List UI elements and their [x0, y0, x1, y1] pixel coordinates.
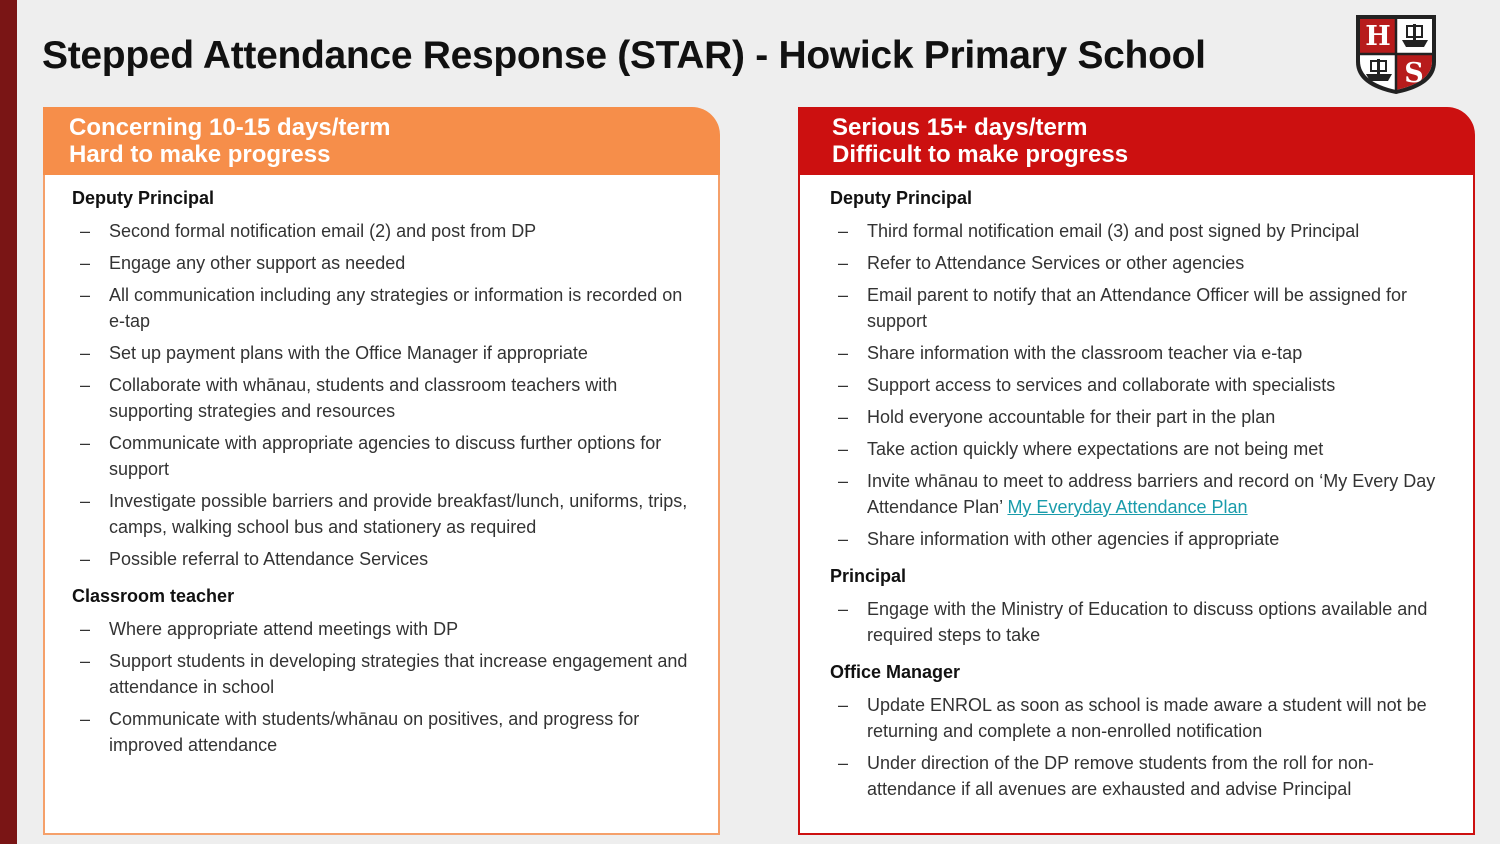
dash-bullet: – — [838, 471, 849, 491]
section-title-classroom-teacher: Classroom teacher — [72, 586, 235, 606]
dash-bullet: – — [80, 549, 91, 569]
concerning-panel-header — [43, 107, 720, 175]
list-item: – Where appropriate attend meetings with DP — [72, 616, 718, 642]
list-item: – Take action quickly where expectations are not being met — [830, 436, 1473, 462]
concerning-panel-body — [43, 175, 720, 835]
list-item: – Support access to services and collaborate with specialists — [830, 372, 1473, 398]
header-line-2: Difficult to make progress — [832, 141, 1129, 168]
dash-bullet: – — [80, 253, 91, 273]
dash-bullet: – — [838, 753, 849, 773]
page-title: Stepped Attendance Response (STAR) - Howick Primary School — [42, 34, 1206, 77]
dash-bullet: – — [838, 695, 849, 715]
list-item: – Engage with the Ministry of Education to discuss options available and required steps to take — [830, 596, 1473, 648]
dash-bullet: – — [838, 285, 849, 305]
list-item: – Update ENROL as soon as school is made aware a student will not be returning and complete a non-enrolled notification — [830, 692, 1473, 744]
concerning-panel — [43, 107, 720, 835]
section-title-principal: Principal — [830, 566, 907, 586]
dash-bullet: – — [838, 529, 849, 549]
list-item: – Engage any other support as needed — [72, 250, 718, 276]
list-item: – Collaborate with whānau, students and classroom teachers with supporting strategies and resources — [72, 372, 718, 424]
serious-panel-body — [798, 175, 1475, 835]
header-line-2: Hard to make progress — [69, 141, 331, 168]
school-crest-logo — [1352, 12, 1440, 96]
dash-bullet: – — [838, 253, 849, 273]
list-item: – Possible referral to Attendance Services — [72, 546, 718, 572]
logo-letter-s: S — [1404, 58, 1424, 89]
list-item: – Set up payment plans with the Office Manager if appropriate — [72, 340, 718, 366]
serious-panel — [798, 107, 1475, 835]
logo-letter-h: H — [1365, 21, 1391, 52]
header-line-1: Serious 15+ days/term — [832, 114, 1088, 141]
dash-bullet: – — [838, 599, 849, 619]
serious-panel-header — [798, 107, 1475, 175]
section-title-deputy-principal: Deputy Principal — [72, 188, 215, 208]
list-item: – Under direction of the DP remove students from the roll for non-attendance if all avenues are exhausted and advise Principal — [830, 750, 1473, 802]
header-line-1: Concerning 10-15 days/term — [69, 114, 391, 141]
list-item: – Refer to Attendance Services or other agencies — [830, 250, 1473, 276]
list-item: – Second formal notification email (2) and post from DP — [72, 218, 718, 244]
dash-bullet: – — [80, 433, 91, 453]
dash-bullet: – — [80, 619, 91, 639]
deputy-principal-list — [830, 218, 1473, 552]
classroom-teacher-list — [72, 616, 718, 758]
list-item: – Support students in developing strategies that increase engagement and attendance in school — [72, 648, 718, 700]
dash-bullet: – — [838, 407, 849, 427]
dash-bullet: – — [838, 343, 849, 363]
dash-bullet: – — [838, 375, 849, 395]
dash-bullet: – — [80, 491, 91, 511]
list-item: – Third formal notification email (3) and post signed by Principal — [830, 218, 1473, 244]
list-item: – Share information with other agencies if appropriate — [830, 526, 1473, 552]
left-accent-bar — [0, 0, 17, 844]
principal-list — [830, 596, 1473, 648]
dash-bullet: – — [80, 221, 91, 241]
dash-bullet: – — [80, 285, 91, 305]
list-item: – Email parent to notify that an Attendance Officer will be assigned for support — [830, 282, 1473, 334]
list-item: – Invite whānau to meet to address barriers and record on ‘My Every Day Attendance Plan’ My Everyday Attendance Plan — [830, 468, 1473, 520]
attendance-plan-link[interactable]: My Everyday Attendance Plan — [1007, 497, 1248, 517]
list-item: – Communicate with appropriate agencies to discuss further options for support — [72, 430, 718, 482]
list-item: – Communicate with students/whānau on positives, and progress for improved attendance — [72, 706, 718, 758]
section-title-office-manager: Office Manager — [830, 662, 961, 682]
dash-bullet: – — [838, 439, 849, 459]
dash-bullet: – — [80, 375, 91, 395]
office-manager-list — [830, 692, 1473, 802]
list-item: – Share information with the classroom teacher via e-tap — [830, 340, 1473, 366]
list-item: – Hold everyone accountable for their part in the plan — [830, 404, 1473, 430]
deputy-principal-list — [72, 218, 718, 572]
dash-bullet: – — [80, 709, 91, 729]
dash-bullet: – — [838, 221, 849, 241]
list-item: – All communication including any strategies or information is recorded on e-tap — [72, 282, 718, 334]
list-item: – Investigate possible barriers and provide breakfast/lunch, uniforms, trips, camps, walking school bus and stationery as required — [72, 488, 718, 540]
section-title-deputy-principal: Deputy Principal — [830, 188, 973, 208]
dash-bullet: – — [80, 651, 91, 671]
dash-bullet: – — [80, 343, 91, 363]
